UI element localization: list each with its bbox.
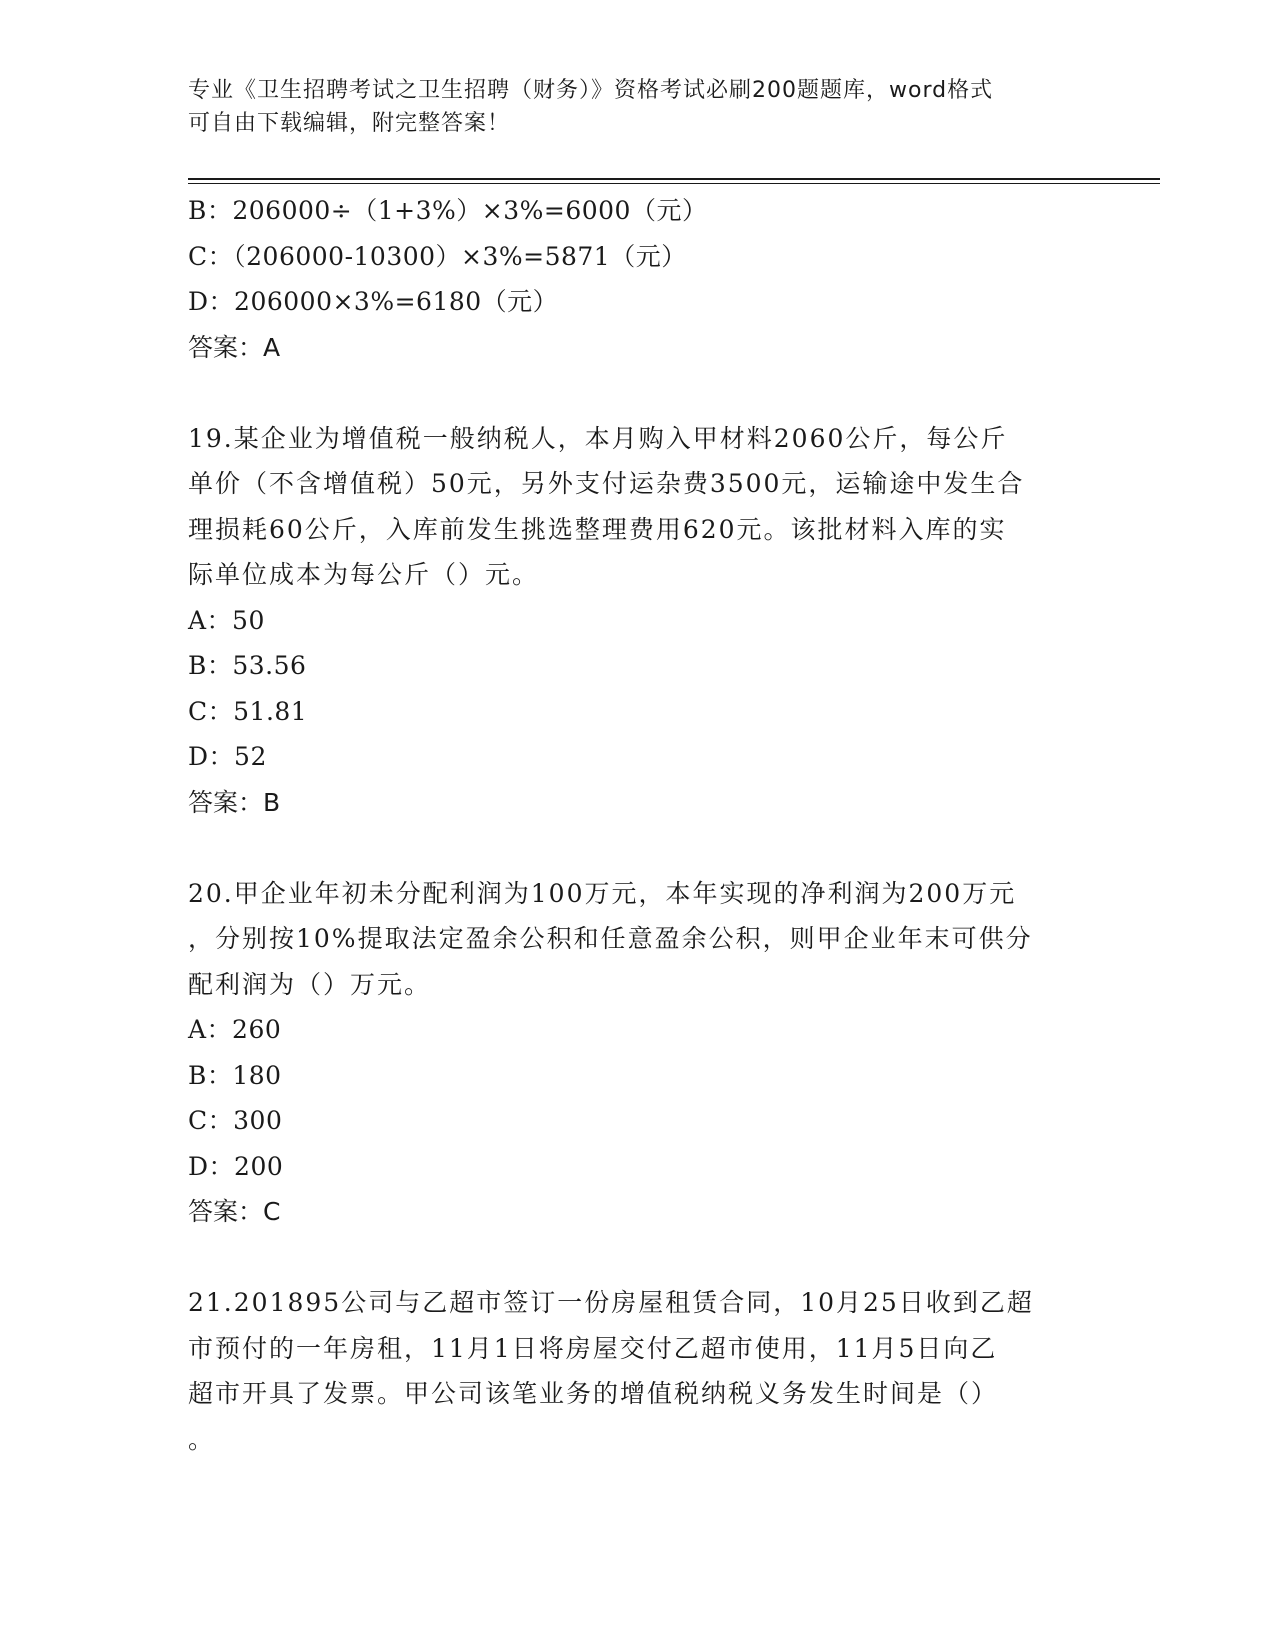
question-text-line: 超市开具了发票。甲公司该笔业务的增值税纳税义务发生时间是（） <box>188 1379 999 1408</box>
header-divider-thin <box>188 183 1160 184</box>
option-b: B：53.56 <box>188 651 307 680</box>
question-19 <box>188 416 1088 826</box>
option-d: D：52 <box>188 742 267 771</box>
question-text-line: 21.201895公司与乙超市签订一份房屋租赁合同，10月25日收到乙超 <box>188 1288 1034 1317</box>
option-a: A：50 <box>188 605 265 635</box>
question-text-line: 配利润为（）万元。 <box>188 969 432 999</box>
spacer <box>188 825 1088 871</box>
question-text-line: 20.甲企业年初未分配利润为100万元，本年实现的净利润为200万元 <box>188 878 1017 908</box>
option-c: C：300 <box>188 1106 283 1135</box>
option-d: D：206000×3%=6180（元） <box>188 287 559 316</box>
question-text-line: 。 <box>188 1424 216 1454</box>
question-20 <box>188 871 1088 1235</box>
answer-line: 答案：B <box>188 787 281 817</box>
question-21 <box>188 1280 1088 1462</box>
option-d: D：200 <box>188 1151 284 1181</box>
question-text-line: ，分别按10%提取法定盈余公积和任意盈余公积，则甲企业年末可供分 <box>188 924 1033 953</box>
header-divider-thick <box>188 178 1160 180</box>
option-b: B：180 <box>188 1060 282 1090</box>
spacer <box>188 370 1088 416</box>
option-c: C：（206000-10300）×3%=5871（元） <box>188 241 687 271</box>
question-text-line: 理损耗60公斤，入库前发生挑选整理费用620元。该批材料入库的实 <box>188 514 1007 544</box>
document-header <box>188 74 1088 140</box>
question-list <box>188 188 1088 1462</box>
spacer <box>188 1235 1088 1281</box>
option-b: B：206000÷（1+3%）×3%=6000（元） <box>188 196 708 225</box>
question-text-line: 19.某企业为增值税一般纳税人，本月购入甲材料2060公斤，每公斤 <box>188 423 1008 453</box>
question-text-line: 际单位成本为每公斤（）元。 <box>188 560 540 589</box>
question-text-line: 单价（不含增值税）50元，另外支付运杂费3500元，运输途中发生合 <box>188 469 1025 498</box>
answer-line: 答案：C <box>188 1197 281 1226</box>
question-text-line: 市预付的一年房租，11月1日将房屋交付乙超市使用，11月5日向乙 <box>188 1333 998 1363</box>
header-title-line-1: 专业《卫生招聘考试之卫生招聘（财务）》资格考试必刷200题题库，word格式 <box>188 78 994 103</box>
answer-line: 答案：A <box>188 332 281 362</box>
header-title-line-2: 可自由下载编辑，附完整答案！ <box>188 111 511 136</box>
option-a: A：260 <box>188 1015 282 1044</box>
option-c: C：51.81 <box>188 696 308 726</box>
question-18-tail <box>188 188 1088 370</box>
